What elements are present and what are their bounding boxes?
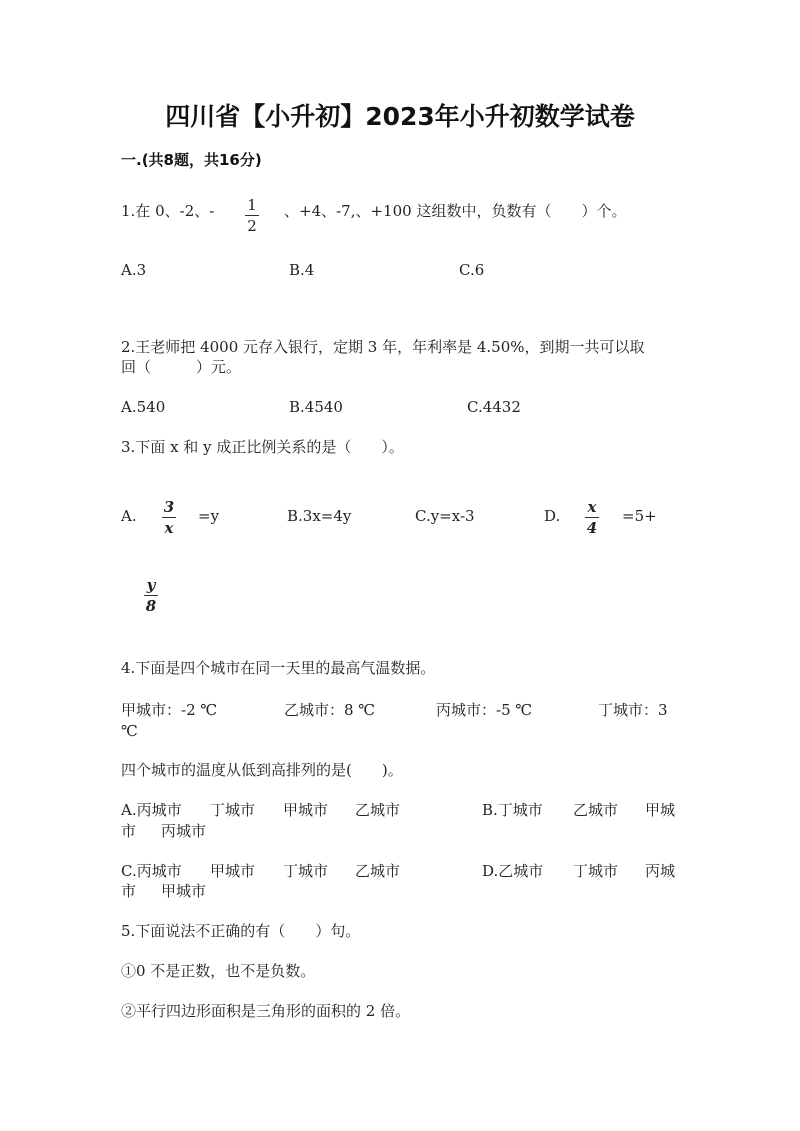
q1-frac-num: 1 [247,196,257,214]
q4-option-b-2: 乙城市 [573,801,619,819]
q4-city-yi: 乙城市：8 ℃ [284,701,376,719]
q4-city-jia: 甲城市：-2 ℃ [121,701,218,719]
q4-option-b-3: 甲城 [645,801,676,819]
q2-option-a: A.540 [121,398,166,416]
q5-statement-1: ①0 不是正数，也不是负数。 [121,962,316,980]
q3-option-d-label: D. [544,507,561,525]
q4-option-a-4: 乙城市 [355,801,401,819]
q4-option-c-4: 乙城市 [355,862,401,880]
section-heading: 一.(共8题，共16分) [121,151,262,169]
q2-option-c: C.4432 [467,398,521,416]
q3-option-c: C.y=x-3 [415,507,475,525]
page-title: 四川省【小升初】2023年小升初数学试卷 [165,102,635,131]
q5-statement-2: ②平行四边形面积是三角形的面积的 2 倍。 [121,1002,411,1020]
q4-stem: 4.下面是四个城市在同一天里的最高气温数据。 [121,659,436,677]
q1-option-c: C.6 [459,261,485,279]
q3-option-d-fraction [585,499,599,536]
q4-option-a-2: 丁城市 [210,801,256,819]
q3-option-a-den: x [164,519,174,537]
q3-option-d2-num: y [146,576,156,594]
q3-option-a-fraction [162,499,176,536]
q4-option-a-3: 甲城市 [283,801,329,819]
q1-option-b: B.4 [289,261,315,279]
q2-line2: 回（ ）元。 [121,358,242,376]
q4-option-d-4: 甲城市 [161,882,207,900]
q4-option-b-1: B.丁城市 [482,801,543,819]
q4-option-b-3b: 市 [121,822,137,840]
q1-suffix: 、+4、-7,、+100 这组数中，负数有（ ）个。 [284,202,627,220]
q1-option-a: A.3 [121,261,147,279]
q1-prefix: 1.在 0、-2、- [121,202,215,220]
q4-option-d-3b: 市 [121,882,137,900]
q3-stem: 3.下面 x 和 y 成正比例关系的是（ ）。 [121,438,404,456]
q3-option-d2-den: 8 [145,597,157,615]
q4-city-ding-unit: ℃ [121,722,138,740]
q4-option-d-1: D.乙城市 [482,862,544,880]
q3-option-a-label: A. [121,507,137,525]
q1-fraction [245,197,259,234]
q4-question: 四个城市的温度从低到高排列的是( )。 [121,761,403,779]
q4-option-d-2: 丁城市 [573,862,619,880]
q1-frac-den: 2 [247,217,257,235]
q4-option-b-4: 丙城市 [161,822,207,840]
q2-option-b: B.4540 [289,398,343,416]
q4-option-c-2: 甲城市 [210,862,256,880]
q4-option-d-3: 丙城 [645,862,676,880]
q3-option-d-fraction2 [144,577,158,614]
q5-stem: 5.下面说法不正确的有（ ）句。 [121,922,361,940]
q4-city-bing: 丙城市：-5 ℃ [436,701,533,719]
q2-line1: 2.王老师把 4000 元存入银行，定期 3 年，年利率是 4.50%，到期一共可以取 [121,338,645,356]
q3-option-d-tail: =5+ [622,507,657,525]
q4-city-ding: 丁城市：3 [598,701,668,719]
q3-option-d-den: 4 [586,519,598,537]
q3-option-a-tail: =y [198,507,220,525]
q4-option-c-1: C.丙城市 [121,862,182,880]
q3-option-d-num: x [587,498,597,516]
q4-option-c-3: 丁城市 [283,862,329,880]
q3-option-a-num: 3 [163,498,175,516]
q3-option-b: B.3x=4y [287,507,352,525]
q4-option-a-1: A.丙城市 [121,801,182,819]
